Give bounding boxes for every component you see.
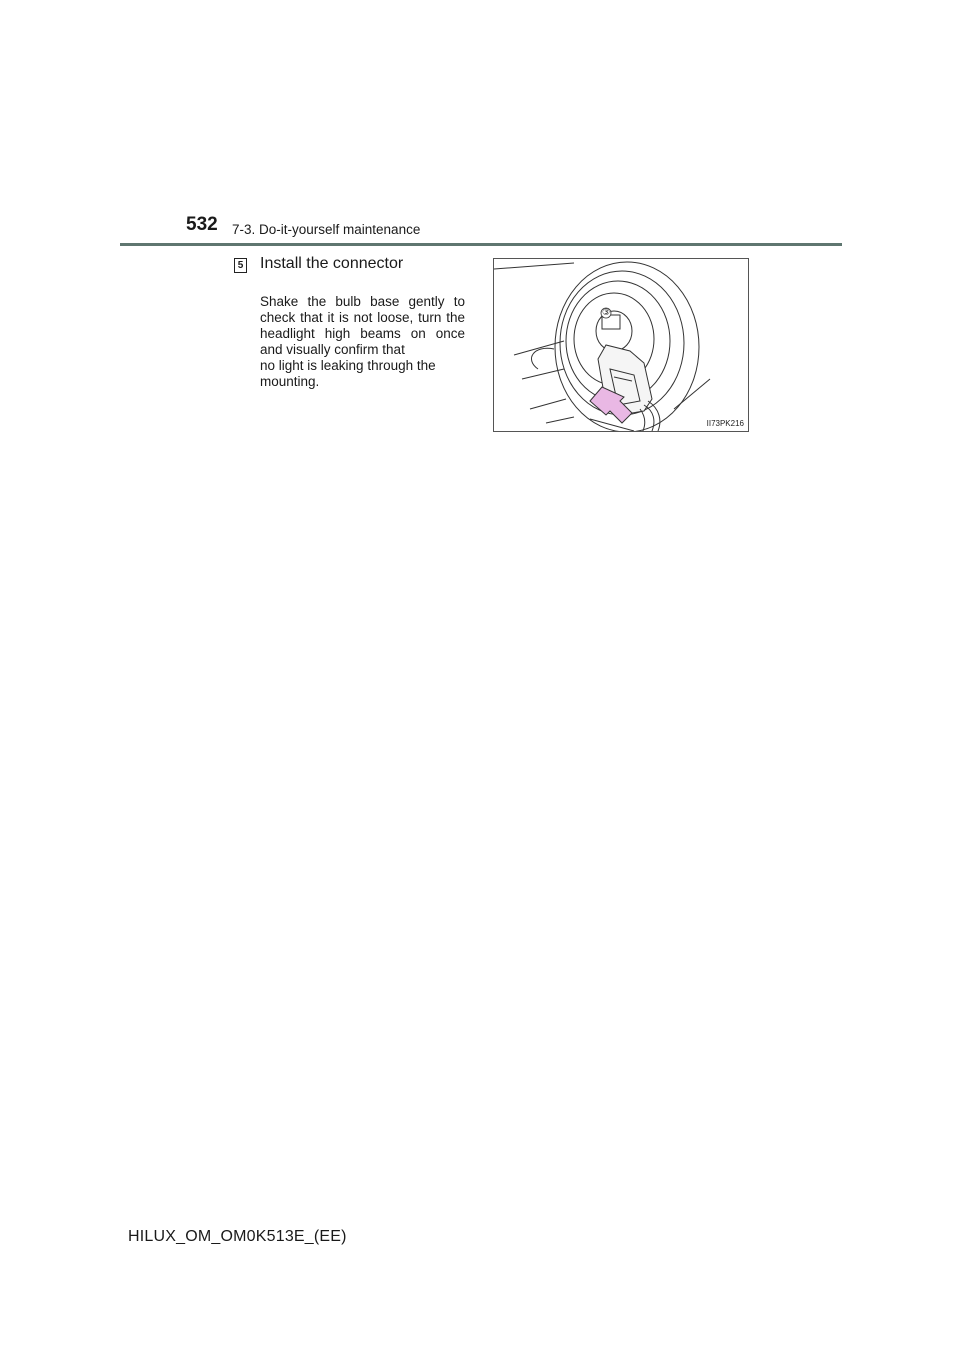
figure-callout-label: ③ bbox=[602, 307, 611, 317]
section-title: 7-3. Do-it-yourself maintenance bbox=[232, 222, 421, 237]
page-number: 532 bbox=[186, 214, 218, 235]
step-heading: Install the connector bbox=[260, 255, 404, 272]
figure-connector-install bbox=[493, 258, 749, 432]
step-body-line: mounting. bbox=[260, 374, 320, 389]
step-body bbox=[260, 294, 465, 390]
connector-install-illustration-icon bbox=[494, 259, 749, 432]
step-number-badge: 5 bbox=[234, 258, 247, 273]
step-body-line: no light is leaking through the bbox=[260, 358, 436, 373]
header-rule bbox=[120, 243, 842, 246]
figure-code: II73PK216 bbox=[706, 419, 744, 428]
footer-doc-id: HILUX_OM_OM0K513E_(EE) bbox=[128, 1228, 347, 1245]
step-body-text: Shake the bulb base gently to check that it is not loose, turn the headlight high beams on once and visually confirm that bbox=[260, 294, 465, 357]
